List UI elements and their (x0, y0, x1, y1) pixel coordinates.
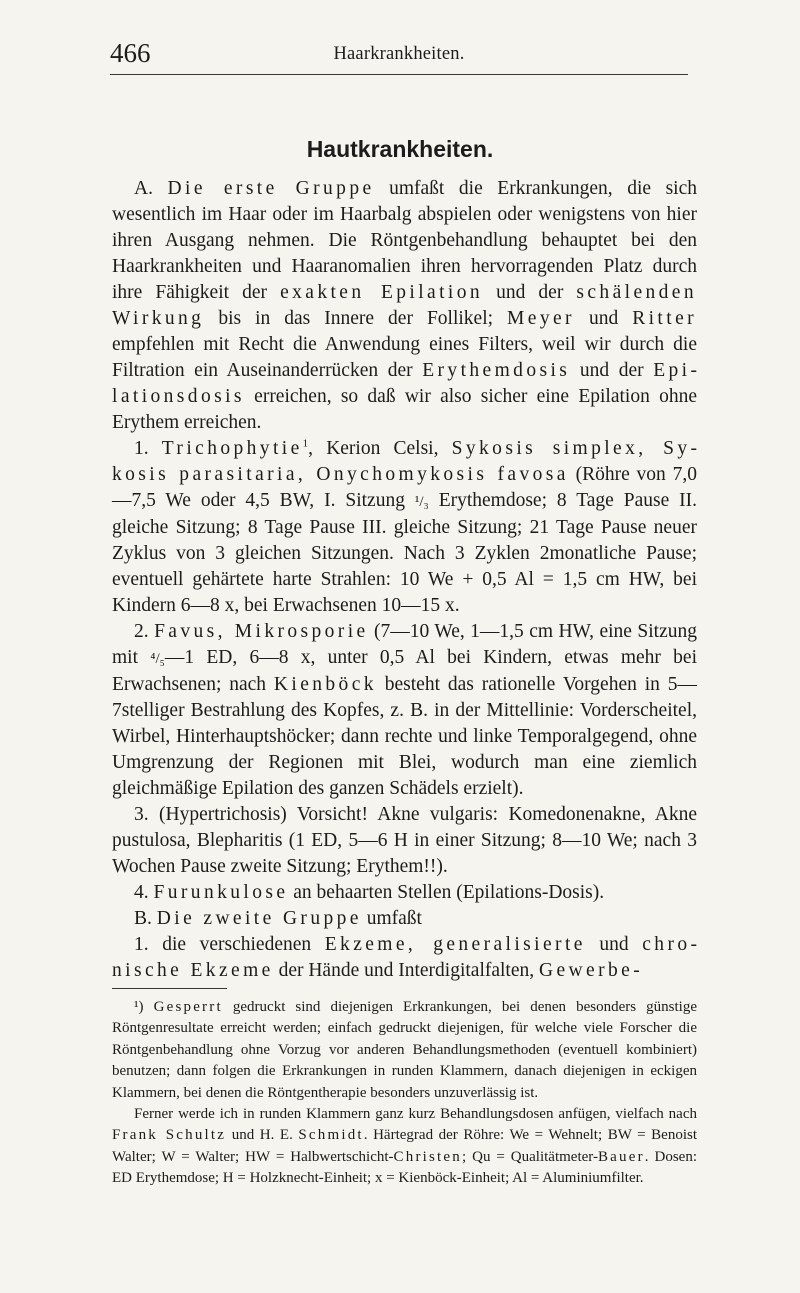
text: gedruckt sind diejenigen Erkrankungen, bei denen besonders günstige Röntgenresultate erreicht werden; einfach gedruckt diejenigen, für welche viele Forscher die Röntgenbehandlung ohne Vorzug vor anderen Behandlungsmethoden (eventuell kombiniert) benutzen; dann folgen die Erkrankungen in runden Klammern, danach diejenigen in eckigen Klammern, bei denen die Röntgentherapie besonders unzuverlässig ist. (112, 999, 697, 1101)
paragraph-b-item-1 (112, 932, 697, 984)
spaced-text: Favus, Mikrosporie (154, 621, 369, 642)
item-number: 2. (134, 621, 155, 642)
text: —1 ED, 6—8 x, unter 0,5 Al bei Kindern, etwas mehr bei Erwachsenen; nach (112, 647, 697, 695)
spaced-text: chronische Ekzeme (112, 934, 697, 981)
footnote-rule (112, 988, 227, 989)
spaced-text: Trichophytie (161, 438, 303, 459)
spaced-text: Die erste Gruppe (167, 178, 375, 199)
item-number: 4. (134, 882, 154, 903)
text: A. (134, 178, 153, 199)
spaced-text: Meyer (507, 308, 575, 329)
text: der Hände und Interdigitalfalten, (273, 960, 540, 981)
text: umfaßt (361, 908, 422, 929)
text: (Röhre von 7,0—7,5 We oder 4,5 BW, I. Sitzung (112, 464, 697, 511)
spaced-text: Frank Schultz (112, 1127, 227, 1144)
page-header (110, 38, 688, 72)
spaced-text: Ritter (632, 308, 698, 329)
fraction: ⁴/₅ (150, 651, 165, 667)
paragraph-item-4 (112, 880, 697, 906)
spaced-text: Kienböck (273, 674, 377, 695)
paragraph-item-2 (112, 619, 697, 802)
text: und H. E. (226, 1127, 299, 1144)
spaced-text: exakten Epilation (280, 282, 484, 303)
paragraph-item-3: 3. (Hypertrichosis) Vorsicht! Akne vulgaris: Komedonenakne, Akne pustulosa, Blepharitis (1 ED, 5—6 H in einer Sitzung; 8—10 We; nach 3 Wochen Pause zweite Sitzung; Erythem!!). (112, 804, 697, 877)
spaced-text: Erythemdosis (422, 360, 571, 381)
footnote-1 (112, 997, 697, 1104)
text: an behaarten Stellen (Epilations-Dosis). (288, 882, 605, 903)
text: , Kerion Celsi, (308, 438, 452, 459)
section-title: Hautkrankheiten. (306, 136, 494, 162)
text: erreichen, so daß wir also sicher eine Epilation ohne Erythem erreichen. (112, 386, 697, 433)
spaced-text: Gesperrt (153, 999, 223, 1015)
paragraph-intro (112, 176, 697, 436)
text: und der (570, 360, 654, 381)
spaced-text: Gewerbe- (539, 960, 644, 981)
footnote-mark: ¹) (134, 999, 154, 1015)
spaced-text: Furunkulose (153, 882, 289, 903)
footnote-marker: 1 (302, 437, 309, 450)
text: besteht das rationelle Vorgehen in 5—7stelliger Bestrahlung des Kopfes, z. B. in der Mittellinie: Vorderscheitel, Wirbel, Hinterhauptshöcker; dann rechte und linke Temporalgegend, ohne Umgrenzung der Regionen mit Blei, wodurch man eine ziemlich gleichmäßige Epilation des ganzen Schädels erzielt). (112, 674, 697, 799)
fraction: ¹/₃ (414, 494, 429, 510)
footnote-2 (112, 1104, 697, 1190)
spaced-text: Schmidt (298, 1127, 364, 1144)
text: B. (134, 908, 157, 929)
text: umfaßt die Erkrankungen, die sich wesentlich im Haar oder im Haarbalg abspielen oder wenigstens von hier ihren Ausgang nehmen. Die Röntgenbehandlung behauptet bei den Haarkrankheiten und Haaranomalien ihren hervorragenden Platz durch ihre Fähigkeit der (112, 178, 697, 303)
spaced-text: schälenden Wirkung (112, 282, 698, 329)
text: ; Qu = Qualitätmeter- (461, 1148, 598, 1165)
item-number: 1. (134, 438, 162, 459)
paragraph-item-1 (112, 436, 697, 619)
spaced-text: Christen (393, 1148, 462, 1165)
text: empfehlen mit Recht die Anwendung eines Filters, weil wir durch die Filtration ein Auseinanderrücken der (112, 334, 697, 381)
spaced-text: Bauer (597, 1148, 645, 1165)
text: Ferner werde ich in runden Klammern ganz kurz Behandlungsdosen anfügen, vielfach nach (134, 1106, 697, 1123)
running-head: Haarkrankheiten. (333, 44, 465, 64)
text: und (574, 308, 633, 329)
spaced-text: Die zweite Gruppe (156, 908, 362, 929)
header-rule (110, 74, 688, 75)
text: und der (483, 282, 577, 303)
body-text (112, 176, 697, 984)
spaced-text: Ekzeme, generalisierte (324, 934, 586, 955)
footnotes (112, 997, 697, 1190)
paragraph-group-b (112, 906, 697, 932)
text: . Dosen: ED Erythemdose; H = Holzknecht-Einheit; x = Kienböck-Einheit; Al = Aluminiumfilter. (112, 1148, 697, 1187)
text: 1. die verschiedenen (134, 934, 325, 955)
text: und (585, 934, 643, 955)
text: bis in das Innere der Follikel; (204, 308, 508, 329)
spaced-text: Sykosis simplex, Sykosis parasitaria, Onychomykosis favosa (112, 438, 697, 485)
text: . Härtegrad der Röhre: We = Wehnelt; BW = Benoist Walter; W = Walter; HW = Halbwertschicht- (112, 1127, 698, 1165)
text: Erythemdose; 8 Tage Pause II. gleiche Sitzung; 8 Tage Pause III. gleiche Sitzung; 21 Tage Pause neuer Zyklus von 3 gleichen Sitzungen. Nach 3 Zyklen 2monatliche Pause; eventuell gehärtete harte Strahlen: 10 We + 0,5 Al = 1,5 cm HW, bei Kindern 6—8 x, bei Erwachsenen 10—15 x. (112, 490, 698, 616)
text: (7—10 We, 1—1,5 cm HW, eine Sitzung mit (112, 621, 697, 668)
page-number: 466 (110, 38, 151, 68)
spaced-text: Epilationsdosis (112, 360, 697, 407)
